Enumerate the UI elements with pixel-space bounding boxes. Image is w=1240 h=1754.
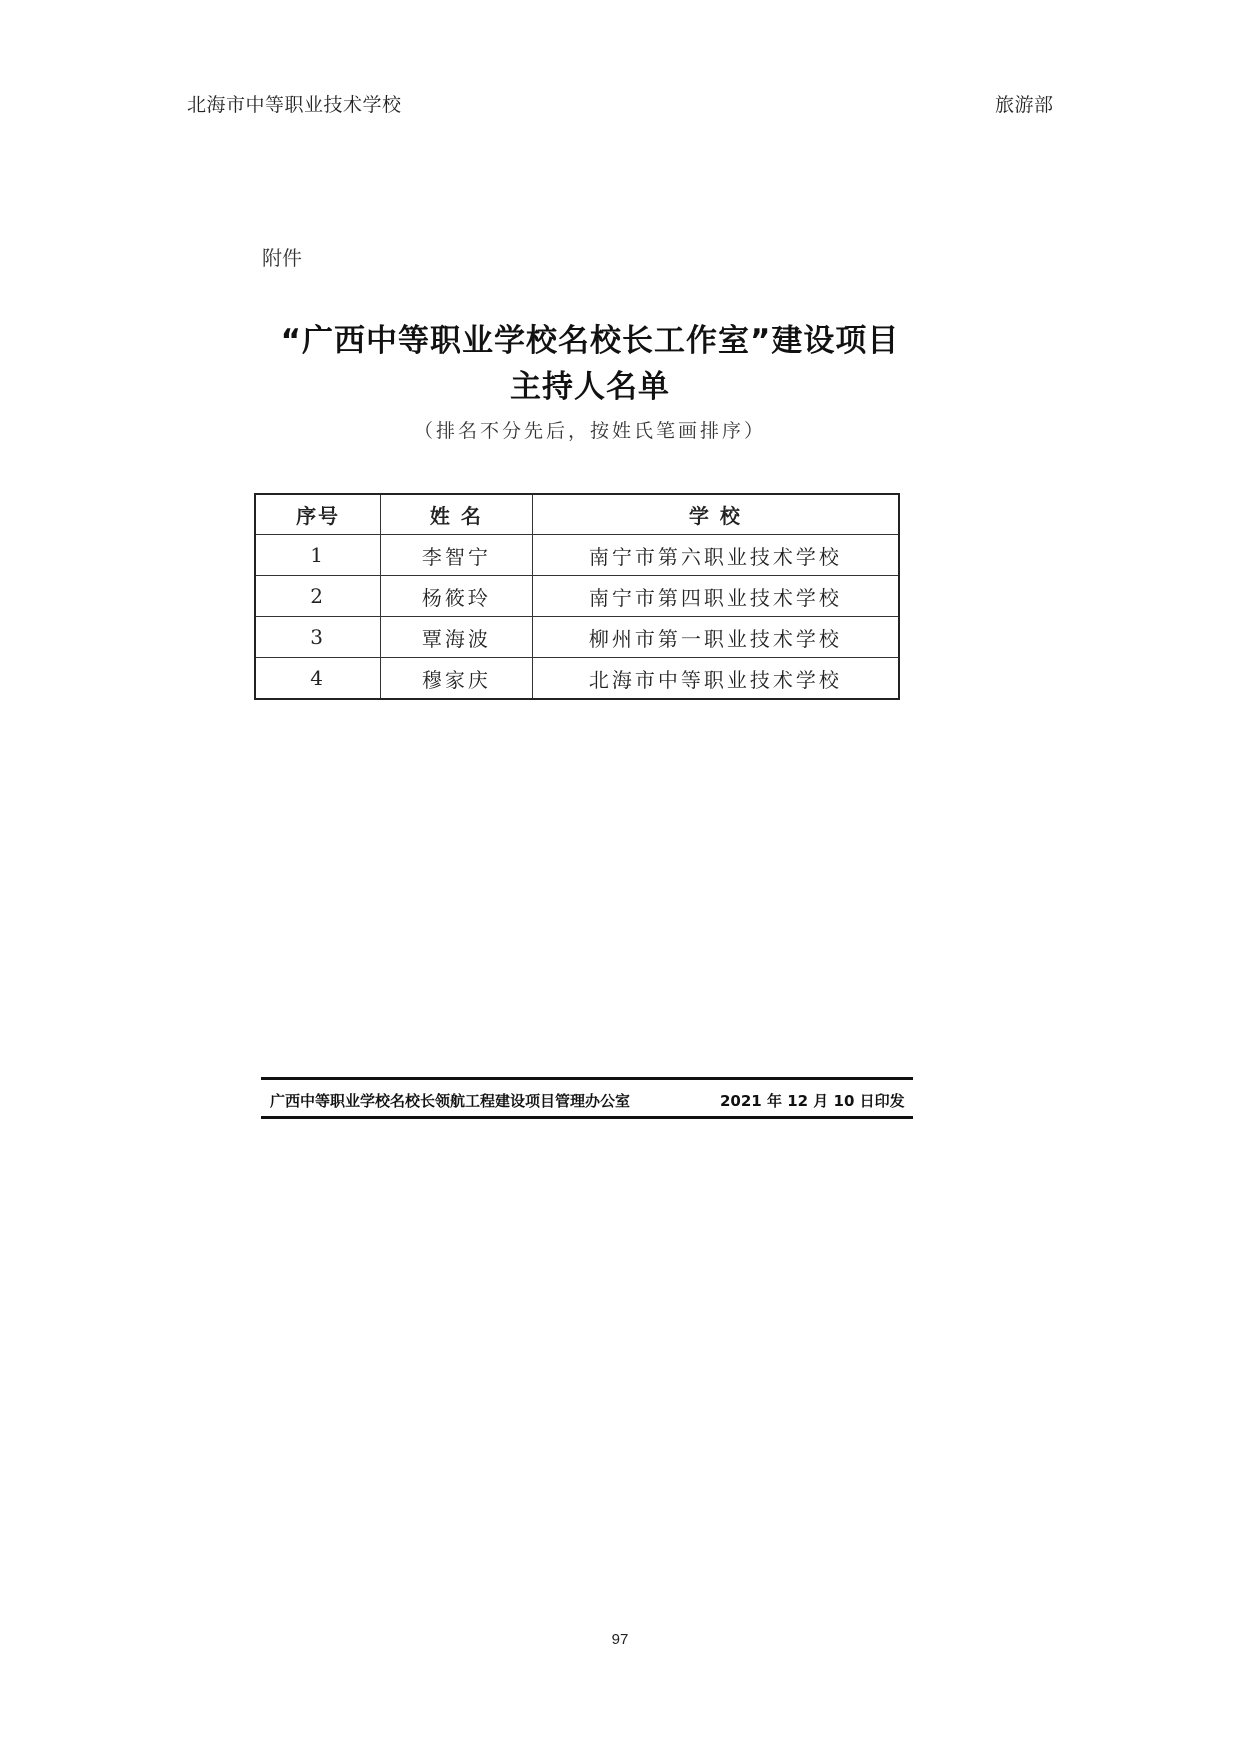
table-row bbox=[255, 576, 899, 617]
column-header-school: 学 校 bbox=[532, 494, 899, 535]
ordering-note: （排名不分先后，按姓氏笔画排序） bbox=[413, 420, 766, 442]
row-name: 穆家庆 bbox=[381, 658, 533, 700]
row-index: 4 bbox=[255, 658, 381, 700]
table-header-row bbox=[255, 494, 899, 535]
title-block bbox=[250, 318, 930, 443]
row-index: 1 bbox=[255, 535, 381, 576]
page-number: 97 bbox=[611, 1631, 629, 1648]
print-date: 2021 年 12 月 10 日印发 bbox=[720, 1092, 905, 1110]
document-title-line-2: 主持人名单 bbox=[510, 369, 670, 405]
table-row bbox=[255, 617, 899, 658]
row-name: 杨筱玲 bbox=[381, 576, 533, 617]
row-name: 李智宁 bbox=[381, 535, 533, 576]
row-school: 北海市中等职业技术学校 bbox=[532, 658, 899, 700]
row-school: 南宁市第四职业技术学校 bbox=[532, 576, 899, 617]
row-index: 3 bbox=[255, 617, 381, 658]
column-header-name: 姓 名 bbox=[381, 494, 533, 535]
page-header-department: 旅游部 bbox=[995, 94, 1054, 116]
host-list-table bbox=[254, 493, 900, 700]
footer-rule-top bbox=[261, 1077, 913, 1080]
table-row bbox=[255, 535, 899, 576]
row-name: 覃海波 bbox=[381, 617, 533, 658]
table-row bbox=[255, 658, 899, 700]
row-school: 南宁市第六职业技术学校 bbox=[532, 535, 899, 576]
row-school: 柳州市第一职业技术学校 bbox=[532, 617, 899, 658]
issuing-office: 广西中等职业学校名校长领航工程建设项目管理办公室 bbox=[270, 1092, 631, 1110]
row-index: 2 bbox=[255, 576, 381, 617]
document-title-line-1: “广西中等职业学校名校长工作室”建设项目 bbox=[280, 323, 900, 359]
attachment-label: 附件 bbox=[262, 246, 302, 270]
page-header-school: 北海市中等职业技术学校 bbox=[187, 94, 402, 116]
column-header-index: 序号 bbox=[255, 494, 381, 535]
footer-rule-bottom bbox=[261, 1116, 913, 1119]
